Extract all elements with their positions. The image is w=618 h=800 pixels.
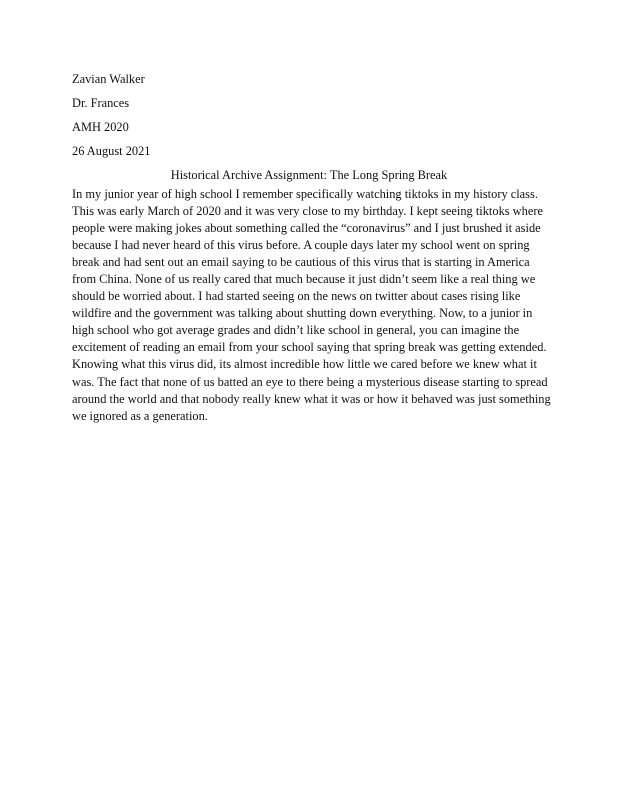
body-line: excitement of reading an email from your school saying that spring break was getting extended. [72,340,547,355]
course-code: AMH 2020 [72,120,129,134]
body-line: Knowing what this virus did, its almost incredible how little we cared before we knew what it [72,357,537,372]
body-paragraph [72,186,552,425]
body-line: from China. None of us really cared that much because it just didn’t seem like a real thing we [72,272,536,287]
body-line: people were making jokes about something called the “coronavirus” and I just brushed it aside [72,221,541,236]
document-date: 26 August 2021 [72,144,151,158]
professor-name: Dr. Frances [72,96,130,110]
body-line: around the world and that nobody really knew what it was or how it behaved was just something [72,391,551,406]
body-line: was. The fact that none of us batted an eye to there being a mysterious disease starting to spread [72,374,548,389]
document-title: Historical Archive Assignment: The Long Spring Break [170,168,448,182]
body-line: In my junior year of high school I remember specifically watching tiktoks in my history class. [72,187,538,201]
body-line: should be worried about. I had started seeing on the news on twitter about cases rising like [72,289,521,304]
student-name: Zavian Walker [72,72,145,86]
body-line: wildfire and the government was talking about shutting down everything. Now, to a junior in [72,306,533,321]
body-line: we ignored as a generation. [72,408,208,423]
body-line: This was early March of 2020 and it was very close to my birthday. I kept seeing tiktoks where [72,204,543,219]
body-line: high school who got average grades and didn’t like school in general, you can imagine the [72,323,520,338]
body-line: break and had sent out an email saying to be cautious of this virus that is starting in America [72,255,530,270]
body-line: because I had never heard of this virus before. A couple days later my school went on spring [72,238,530,253]
